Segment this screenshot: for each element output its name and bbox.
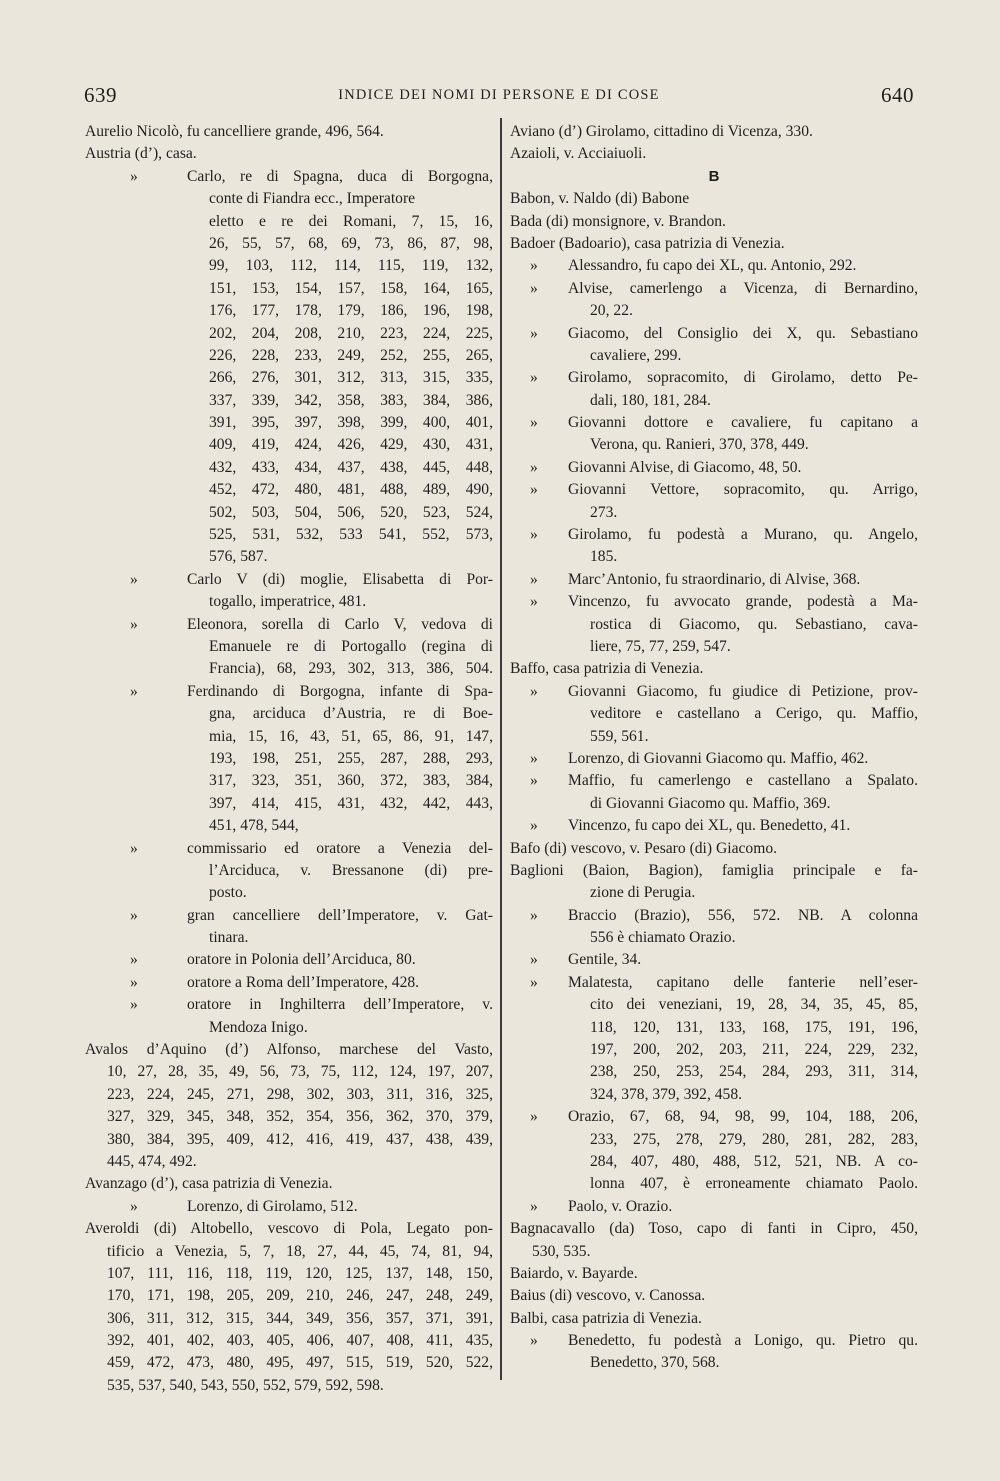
ditto-mark: »	[530, 414, 538, 432]
index-line	[510, 927, 918, 949]
index-line	[510, 1151, 918, 1173]
ditto-mark: »	[130, 973, 138, 991]
index-entry-text: Maffio, fu camerlengo e castellano a Spalato.	[568, 772, 918, 790]
index-line	[85, 1285, 493, 1307]
index-line	[510, 479, 918, 501]
index-entry-text: liere, 75, 77, 259, 547.	[590, 637, 731, 655]
index-entry-text: Badoer (Badoario), casa patrizia di Venezia.	[510, 234, 785, 252]
index-line	[510, 1218, 918, 1240]
ditto-mark: »	[530, 906, 538, 924]
index-line	[85, 815, 493, 837]
ditto-mark: »	[530, 1332, 538, 1350]
index-entry-text: 337, 339, 342, 358, 383, 384, 386,	[209, 391, 493, 409]
ditto-mark: »	[130, 682, 138, 700]
right-column	[510, 121, 918, 1375]
index-entry-text: tificio a Venezia, 5, 7, 18, 27, 44, 45, 74, 81, 94,	[107, 1242, 493, 1260]
ditto-mark: »	[530, 526, 538, 544]
index-line	[85, 1218, 493, 1240]
ditto-mark: »	[530, 257, 538, 275]
index-line	[510, 591, 918, 613]
index-entry-text: 451, 478, 544,	[209, 817, 299, 835]
index-line	[85, 1241, 493, 1263]
index-entry-text: 535, 537, 540, 543, 550, 552, 579, 592, 598.	[107, 1376, 384, 1394]
index-line	[510, 815, 918, 837]
index-line	[510, 949, 918, 971]
index-line	[85, 1173, 493, 1195]
index-line	[510, 502, 918, 524]
index-line	[510, 838, 918, 860]
index-line	[510, 457, 918, 479]
index-entry-text: Braccio (Brazio), 556, 572. NB. A colonna	[568, 906, 918, 924]
index-entry-text: 223, 224, 245, 271, 298, 302, 303, 311, 316, 325,	[107, 1085, 493, 1103]
index-entry-text: Mendoza Inigo.	[209, 1018, 308, 1036]
index-entry-text: 151, 153, 154, 157, 158, 164, 165,	[209, 279, 493, 297]
index-entry-text: Giacomo, del Consiglio dei X, qu. Sebastiano	[568, 324, 918, 342]
index-entry-text: oratore in Polonia dell’Arciduca, 80.	[187, 951, 416, 969]
index-entry-text: Benedetto, 370, 568.	[590, 1354, 720, 1372]
index-entry-text: Verona, qu. Ranieri, 370, 378, 449.	[590, 436, 809, 454]
index-entry-text: 502, 503, 504, 506, 520, 523, 524,	[209, 503, 493, 521]
ditto-mark: »	[130, 570, 138, 588]
index-line	[510, 972, 918, 994]
index-line	[85, 681, 493, 703]
ditto-mark: »	[530, 772, 538, 790]
index-entry-text: Bafo (di) vescovo, v. Pesaro (di) Giacomo.	[510, 839, 778, 857]
index-entry-text: Baffo, casa patrizia di Venezia.	[510, 660, 704, 678]
index-line	[85, 838, 493, 860]
index-line	[85, 255, 493, 277]
index-entry-text: Baiardo, v. Bayarde.	[510, 1264, 638, 1282]
index-line	[85, 1263, 493, 1285]
index-entry-text: 559, 561.	[590, 727, 649, 745]
index-line	[510, 211, 918, 233]
index-line	[510, 1039, 918, 1061]
page-number-left: 639	[84, 83, 117, 107]
ditto-mark: »	[530, 682, 538, 700]
index-line	[85, 434, 493, 456]
index-entry-text: Paolo, v. Orazio.	[568, 1197, 673, 1215]
index-entry-text: tinara.	[209, 929, 249, 947]
ditto-mark: »	[130, 906, 138, 924]
index-line	[510, 1330, 918, 1352]
index-line	[510, 1017, 918, 1039]
index-line	[85, 479, 493, 501]
index-entry-text: 306, 311, 312, 315, 344, 349, 356, 357, 371, 391,	[107, 1309, 493, 1327]
index-entry-text: 118, 120, 131, 133, 168, 175, 191, 196,	[590, 1018, 918, 1036]
index-entry-text: 432, 433, 434, 437, 438, 445, 448,	[209, 458, 493, 476]
index-entry-text: Avanzago (d’), casa patrizia di Venezia.	[85, 1175, 333, 1193]
index-entry-text: 409, 419, 424, 426, 429, 430, 431,	[209, 436, 493, 454]
index-line	[85, 211, 493, 233]
index-line	[85, 1330, 493, 1352]
index-entry-text: Aurelio Nicolò, fu cancelliere grande, 496, 564.	[85, 123, 384, 140]
index-line	[510, 1263, 918, 1285]
index-entry-text: Lorenzo, di Giovanni Giacomo qu. Maffio, 462.	[568, 749, 869, 767]
index-line	[85, 300, 493, 322]
ditto-mark: »	[530, 458, 538, 476]
index-entry-text: 392, 401, 402, 403, 405, 406, 407, 408, 411, 435,	[107, 1332, 493, 1350]
index-line	[85, 972, 493, 994]
index-line	[85, 927, 493, 949]
index-entry-text: 107, 111, 116, 118, 119, 120, 125, 137, 148, 150,	[107, 1264, 493, 1282]
index-line	[85, 1106, 493, 1128]
index-entry-text: Gentile, 34.	[568, 951, 642, 969]
index-line	[85, 1039, 493, 1061]
ditto-mark: »	[530, 951, 538, 969]
index-line	[510, 300, 918, 322]
index-line	[85, 143, 493, 165]
index-entry-text: Giovanni Alvise, di Giacomo, 48, 50.	[568, 458, 802, 476]
index-line	[85, 703, 493, 725]
ditto-mark: »	[530, 593, 538, 611]
index-line	[85, 1061, 493, 1083]
index-line	[85, 345, 493, 367]
index-line	[510, 1308, 918, 1330]
index-line	[510, 323, 918, 345]
index-line	[85, 367, 493, 389]
index-entry-text: Benedetto, fu podestà a Lonigo, qu. Pietro qu.	[568, 1332, 918, 1350]
index-line	[85, 166, 493, 188]
index-entry-text: cavaliere, 299.	[590, 346, 682, 364]
index-entry-text: Malatesta, capitano delle fanterie nell’eser-	[568, 973, 918, 991]
index-line	[510, 345, 918, 367]
index-entry-text: Orazio, 67, 68, 94, 98, 99, 104, 188, 206,	[568, 1108, 918, 1126]
index-entry-text: 202, 204, 208, 210, 223, 224, 225,	[209, 324, 493, 342]
index-entry-text: 324, 378, 379, 392, 458.	[590, 1085, 743, 1103]
index-entry-text: B	[708, 167, 720, 185]
index-line	[85, 1151, 493, 1173]
index-entry-text: 327, 329, 345, 348, 352, 354, 356, 362, 370, 379,	[107, 1108, 493, 1126]
index-line	[510, 636, 918, 658]
running-head	[84, 83, 914, 111]
index-entry-text: 26, 55, 57, 68, 69, 73, 86, 87, 98,	[209, 234, 493, 252]
index-line	[510, 770, 918, 792]
ditto-mark: »	[130, 1197, 138, 1215]
ditto-mark: »	[530, 481, 538, 499]
left-column	[85, 121, 493, 1397]
index-entry-text: mia, 15, 16, 43, 51, 65, 86, 91, 147,	[209, 727, 493, 745]
index-line	[510, 367, 918, 389]
index-line	[85, 121, 493, 143]
index-line	[85, 658, 493, 680]
index-line	[510, 1084, 918, 1106]
index-line	[85, 1017, 493, 1039]
index-line	[85, 278, 493, 300]
index-entry-text: Lorenzo, di Girolamo, 512.	[187, 1197, 358, 1215]
index-entry-text: oratore a Roma dell’Imperatore, 428.	[187, 973, 420, 991]
index-line	[85, 949, 493, 971]
index-line	[85, 726, 493, 748]
page-number-right: 640	[881, 83, 914, 107]
index-line	[85, 591, 493, 613]
index-line	[510, 1196, 918, 1218]
index-entry-text: 556 è chiamato Orazio.	[590, 929, 736, 947]
index-entry-text: Averoldi (di) Altobello, vescovo di Pola, Legato pon-	[85, 1220, 493, 1238]
index-line	[510, 524, 918, 546]
index-line	[510, 1173, 918, 1195]
index-entry-text: Carlo, re di Spagna, duca di Borgogna,	[187, 167, 493, 185]
index-line	[85, 770, 493, 792]
index-line	[510, 121, 918, 143]
index-line	[510, 1061, 918, 1083]
ditto-mark: »	[530, 973, 538, 991]
index-line	[85, 1352, 493, 1374]
index-entry-text: Baius (di) vescovo, v. Canossa.	[510, 1287, 706, 1305]
index-line	[510, 614, 918, 636]
index-entry-text: 445, 474, 492.	[107, 1152, 197, 1170]
index-line	[85, 188, 493, 210]
index-entry-text: Bada (di) monsignore, v. Brandon.	[510, 212, 726, 230]
index-entry-text: 317, 323, 351, 360, 372, 383, 384,	[209, 772, 493, 790]
index-entry-text: Carlo V (di) moglie, Elisabetta di Por-	[187, 570, 493, 588]
index-entry-text: posto.	[209, 884, 247, 902]
index-entry-text: Baglioni (Baion, Bagion), famiglia principale e fa-	[510, 861, 918, 879]
index-entry-text: 20, 22.	[590, 302, 633, 320]
index-line	[85, 412, 493, 434]
index-line	[85, 614, 493, 636]
index-line	[85, 546, 493, 568]
index-line	[510, 569, 918, 591]
index-entry-text: gran cancelliere dell’Imperatore, v. Gat-	[187, 906, 493, 924]
ditto-mark: »	[130, 951, 138, 969]
index-line	[85, 323, 493, 345]
index-line	[85, 793, 493, 815]
index-line	[510, 166, 918, 188]
index-line	[85, 569, 493, 591]
index-entry-text: 525, 531, 532, 533 541, 552, 573,	[209, 526, 493, 544]
index-entry-text: 170, 171, 198, 205, 209, 210, 246, 247, 248, 249,	[107, 1287, 493, 1305]
index-entry-text: Emanuele re di Portogallo (regina di	[209, 637, 493, 655]
index-line	[510, 905, 918, 927]
index-line	[510, 390, 918, 412]
index-entry-text: lonna 407, è erroneamente chiamato Paolo.	[590, 1175, 918, 1193]
index-line	[85, 1308, 493, 1330]
index-line	[85, 457, 493, 479]
index-entry-text: 233, 275, 278, 279, 280, 281, 282, 283,	[590, 1130, 918, 1148]
index-entry-text: Girolamo, sopracomito, di Girolamo, detto Pe-	[568, 369, 918, 387]
index-line	[510, 748, 918, 770]
index-line	[85, 1375, 493, 1397]
index-line	[510, 860, 918, 882]
index-line	[85, 1129, 493, 1151]
index-entry-text: 391, 395, 397, 398, 399, 400, 401,	[209, 414, 493, 432]
column-divider	[500, 118, 502, 1380]
ditto-mark: »	[530, 369, 538, 387]
ditto-mark: »	[130, 167, 138, 185]
index-line	[85, 390, 493, 412]
index-entry-text: Balbi, casa patrizia di Venezia.	[510, 1309, 702, 1327]
index-line	[85, 860, 493, 882]
index-entry-text: conte di Fiandra ecc., Imperatore	[209, 190, 416, 208]
index-entry-text: Babon, v. Naldo (di) Babone	[510, 190, 690, 208]
index-line	[510, 1352, 918, 1374]
ditto-mark: »	[130, 839, 138, 857]
index-entry-text: Vincenzo, fu capo dei XL, qu. Benedetto, 41.	[568, 817, 851, 835]
index-entry-text: 284, 407, 480, 488, 512, 521, NB. A co-	[590, 1152, 918, 1170]
index-entry-text: Azaioli, v. Acciaiuoli.	[510, 145, 647, 163]
index-entry-text: 576, 587.	[209, 548, 268, 566]
index-line	[510, 1129, 918, 1151]
index-entry-text: zione di Perugia.	[590, 884, 696, 902]
index-entry-text: dali, 180, 181, 284.	[590, 391, 711, 409]
index-line	[85, 1196, 493, 1218]
index-line	[85, 524, 493, 546]
index-entry-text: 397, 414, 415, 431, 432, 442, 443,	[209, 794, 493, 812]
ditto-mark: »	[130, 615, 138, 633]
index-entry-text: 197, 200, 202, 203, 211, 224, 229, 232,	[590, 1041, 918, 1059]
index-entry-text: 273.	[590, 503, 618, 521]
index-line	[510, 882, 918, 904]
index-entry-text: 380, 384, 395, 409, 412, 416, 419, 437, 438, 439,	[107, 1130, 493, 1148]
index-line	[85, 502, 493, 524]
index-line	[510, 726, 918, 748]
index-line	[510, 278, 918, 300]
index-line	[510, 412, 918, 434]
index-entry-text: rostica di Giacomo, qu. Sebastiano, cava-	[590, 615, 918, 633]
index-entry-text: Alvise, camerlengo a Vicenza, di Bernardino,	[568, 279, 918, 297]
index-entry-text: cito dei veneziani, 19, 28, 34, 35, 45, 85,	[590, 996, 918, 1014]
index-entry-text: 238, 250, 253, 254, 284, 293, 311, 314,	[590, 1063, 918, 1081]
index-entry-text: gna, arciduca d’Austria, re di Boe-	[209, 705, 493, 723]
index-line	[85, 905, 493, 927]
index-line	[510, 143, 918, 165]
index-line	[510, 658, 918, 680]
index-entry-text: 193, 198, 251, 255, 287, 288, 293,	[209, 749, 493, 767]
index-entry-text: 530, 535.	[532, 1242, 591, 1260]
ditto-mark: »	[530, 1108, 538, 1126]
index-entry-text: 459, 472, 473, 480, 495, 497, 515, 519, 520, 522,	[107, 1354, 493, 1372]
index-line	[85, 1084, 493, 1106]
index-entry-text: oratore in Inghilterra dell’Imperatore, v.	[187, 996, 493, 1014]
index-entry-text: Bagnacavallo (da) Toso, capo di fanti in Cipro, 450,	[510, 1220, 918, 1238]
ditto-mark: »	[130, 996, 138, 1014]
ditto-mark: »	[530, 1197, 538, 1215]
index-line	[510, 681, 918, 703]
index-entry-text: l’Arciduca, v. Bressanone (di) pre-	[209, 861, 493, 879]
index-entry-text: 176, 177, 178, 179, 186, 196, 198,	[209, 302, 493, 320]
index-entry-text: Aviano (d’) Girolamo, cittadino di Vicenza, 330.	[510, 123, 813, 140]
index-line	[85, 233, 493, 255]
index-entry-text: Giovanni dottore e cavaliere, fu capitano a	[568, 414, 918, 432]
index-entry-text: Marc’Antonio, fu straordinario, di Alvise, 368.	[568, 570, 861, 588]
index-entry-text: di Giovanni Giacomo qu. Maffio, 369.	[590, 794, 831, 812]
index-entry-text: 452, 472, 480, 481, 488, 489, 490,	[209, 481, 493, 499]
index-entry-text: 266, 276, 301, 312, 313, 315, 335,	[209, 369, 493, 387]
index-line	[510, 434, 918, 456]
index-line	[510, 793, 918, 815]
ditto-mark: »	[530, 817, 538, 835]
index-entry-text: 185.	[590, 548, 618, 566]
index-entry-text: 99, 103, 112, 114, 115, 119, 132,	[209, 257, 493, 275]
index-entry-text: Francia), 68, 293, 302, 313, 386, 504.	[209, 660, 493, 678]
index-entry-text: 10, 27, 28, 35, 49, 56, 73, 75, 112, 124, 197, 207,	[107, 1063, 493, 1081]
index-line	[510, 1106, 918, 1128]
index-line	[510, 233, 918, 255]
index-line	[510, 188, 918, 210]
index-entry-text: Girolamo, fu podestà a Murano, qu. Angelo,	[568, 526, 918, 544]
index-line	[510, 1285, 918, 1307]
index-entry-text: Alessandro, fu capo dei XL, qu. Antonio, 292.	[568, 257, 857, 275]
index-line	[85, 636, 493, 658]
index-line	[510, 994, 918, 1016]
index-entry-text: veditore e castellano a Cerigo, qu. Maffio,	[590, 705, 918, 723]
index-line	[510, 546, 918, 568]
index-line	[510, 703, 918, 725]
index-entry-text: Ferdinando di Borgogna, infante di Spa-	[187, 682, 493, 700]
index-line	[85, 994, 493, 1016]
index-line	[510, 255, 918, 277]
index-line	[510, 1241, 918, 1263]
index-entry-text: Giovanni Vettore, sopracomito, qu. Arrigo,	[568, 481, 918, 499]
index-entry-text: eletto e re dei Romani, 7, 15, 16,	[209, 212, 493, 230]
index-line	[85, 748, 493, 770]
index-entry-text: 226, 228, 233, 249, 252, 255, 265,	[209, 346, 493, 364]
index-line	[85, 882, 493, 904]
ditto-mark: »	[530, 749, 538, 767]
ditto-mark: »	[530, 570, 538, 588]
page-title: INDICE DEI NOMI DI PERSONE E DI COSE	[338, 87, 660, 103]
index-entry-text: togallo, imperatrice, 481.	[209, 593, 367, 611]
index-entry-text: Vincenzo, fu avvocato grande, podestà a Ma-	[568, 593, 918, 611]
ditto-mark: »	[530, 279, 538, 297]
index-entry-text: Giovanni Giacomo, fu giudice di Petizione, prov-	[568, 682, 918, 700]
index-entry-text: commissario ed oratore a Venezia del-	[187, 839, 493, 857]
index-entry-text: Austria (d’), casa.	[85, 145, 197, 163]
ditto-mark: »	[530, 324, 538, 342]
index-entry-text: Eleonora, sorella di Carlo V, vedova di	[187, 615, 493, 633]
index-entry-text: Avalos d’Aquino (d’) Alfonso, marchese del Vasto,	[85, 1041, 493, 1059]
